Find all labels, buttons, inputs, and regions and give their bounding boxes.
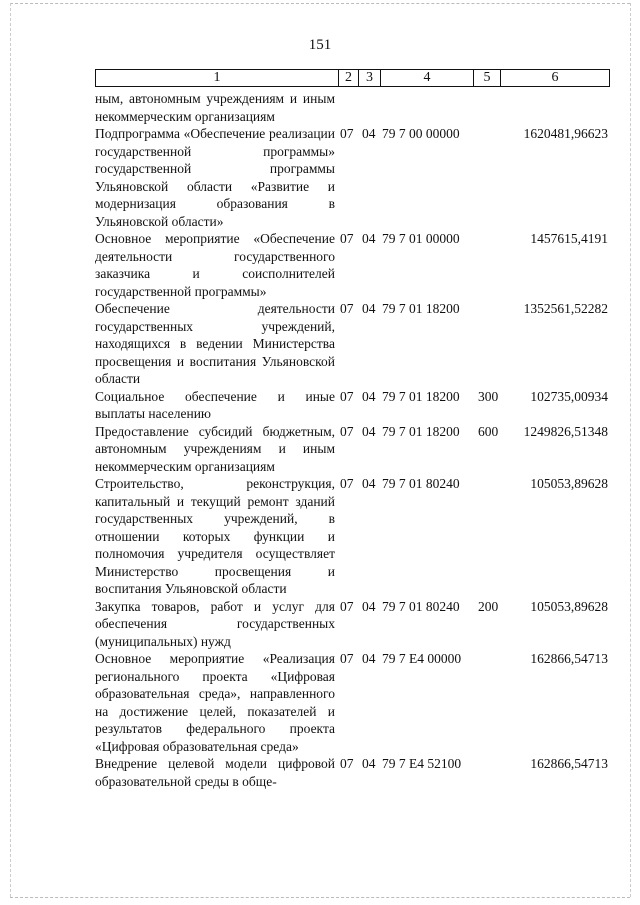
scan-border-left: [10, 3, 11, 897]
row-subsection-code: 04: [362, 301, 376, 316]
row-subsection-code: 04: [362, 476, 376, 491]
table-row: [95, 125, 615, 230]
row-target-article-code: 79 7 01 80240: [382, 476, 460, 491]
row-description: Строительство, реконструкция, капитальный и текущий ремонт зданий государственных учреждений, в отношении которых функции и полномочия учредителя осуществляет Министерство просвещения и воспитания Ульяновской области: [95, 476, 335, 596]
header-col-1: 1: [96, 70, 339, 86]
row-target-article-code: 79 7 01 80240: [382, 598, 460, 614]
row-section-code: 07: [340, 423, 354, 439]
row-description: ным, автономным учреждениям и иным некоммерческим организациям: [95, 91, 335, 124]
row-section-code: 07: [340, 301, 354, 316]
header-col-5: 5: [474, 70, 501, 86]
row-description: Подпрограмма «Обеспечение реализации государственной программы» государственной программы Ульяновской области «Развитие и модернизация образования в Ульяновской области»: [95, 126, 335, 229]
row-subsection-code: 04: [362, 126, 376, 141]
row-subsection-code: 04: [362, 651, 376, 666]
header-col-2: 2: [339, 70, 359, 86]
row-expense-type-code: 200: [478, 598, 499, 614]
row-section-code: 07: [340, 598, 354, 614]
table-row: [95, 650, 615, 755]
header-col-4: 4: [381, 70, 474, 86]
row-target-article-code: 79 7 E4 00000: [382, 651, 462, 666]
row-target-article-code: 79 7 01 18200: [382, 301, 460, 316]
row-amount: 162866,54713: [530, 756, 608, 771]
table-row: [95, 90, 615, 125]
row-description: Основное мероприятие «Обеспечение деятельности государственного заказчика и соисполнителей государственной программы»: [95, 231, 335, 299]
header-col-6: 6: [551, 70, 559, 85]
row-subsection-code: 04: [362, 756, 376, 771]
table-row: [95, 388, 615, 423]
row-target-article-code: 79 7 00 00000: [382, 126, 460, 141]
table-row: [95, 475, 615, 598]
row-target-article-code: 79 7 E4 52100: [382, 756, 462, 771]
scan-border-top: [10, 3, 630, 4]
row-expense-type-code: 300: [478, 388, 499, 404]
row-description: Обеспечение деятельности государственных учреждений, находящихся в ведении Министерства просвещения и воспитания Ульяновской области: [95, 301, 335, 386]
table-row: [95, 300, 615, 388]
row-amount: 1457615,4191: [530, 231, 608, 246]
row-section-code: 07: [340, 651, 354, 666]
row-section-code: 07: [340, 756, 354, 771]
row-amount: 102735,00934: [530, 388, 608, 404]
row-amount: 162866,54713: [530, 651, 608, 666]
row-target-article-code: 79 7 01 18200: [382, 388, 460, 404]
row-section-code: 07: [340, 388, 354, 404]
row-target-article-code: 79 7 01 18200: [382, 423, 460, 439]
page-number: 151: [308, 37, 332, 53]
header-col-3: 3: [359, 70, 381, 86]
row-description: Закупка товаров, работ и услуг для обеспечения государственных (муниципальных) нужд: [95, 598, 335, 649]
row-amount: 1352561,52282: [523, 301, 608, 316]
row-section-code: 07: [340, 476, 354, 491]
table-row: [95, 755, 615, 790]
table-header: [95, 69, 610, 87]
row-section-code: 07: [340, 126, 354, 141]
row-description: Основное мероприятие «Реализация регионального проекта «Цифровая образовательная среда», направленного на достижение целей, показателей и результатов федерального проекта «Цифровая образовательная среда»: [95, 651, 335, 754]
scan-border-right: [630, 3, 631, 897]
table-body: [95, 90, 615, 790]
table-row: [95, 230, 615, 300]
row-subsection-code: 04: [362, 598, 376, 614]
row-target-article-code: 79 7 01 00000: [382, 231, 460, 246]
row-amount: 1249826,51348: [523, 423, 608, 439]
row-description: Предоставление субсидий бюджетным, автономным учреждениям и иным некоммерческим организациям: [95, 423, 335, 474]
scan-border-bottom: [10, 897, 630, 898]
row-description: Социальное обеспечение и иные выплаты населению: [95, 388, 335, 421]
row-amount: 105053,89628: [530, 476, 608, 491]
row-amount: 1620481,96623: [523, 126, 608, 141]
row-subsection-code: 04: [362, 388, 376, 404]
table-row: [95, 423, 615, 476]
row-subsection-code: 04: [362, 423, 376, 439]
row-description: Внедрение целевой модели цифровой образовательной среды в обще-: [95, 756, 335, 789]
row-expense-type-code: 600: [478, 423, 499, 439]
row-amount: 105053,89628: [530, 598, 608, 614]
row-section-code: 07: [340, 231, 354, 246]
table-row: [95, 598, 615, 651]
row-subsection-code: 04: [362, 231, 376, 246]
